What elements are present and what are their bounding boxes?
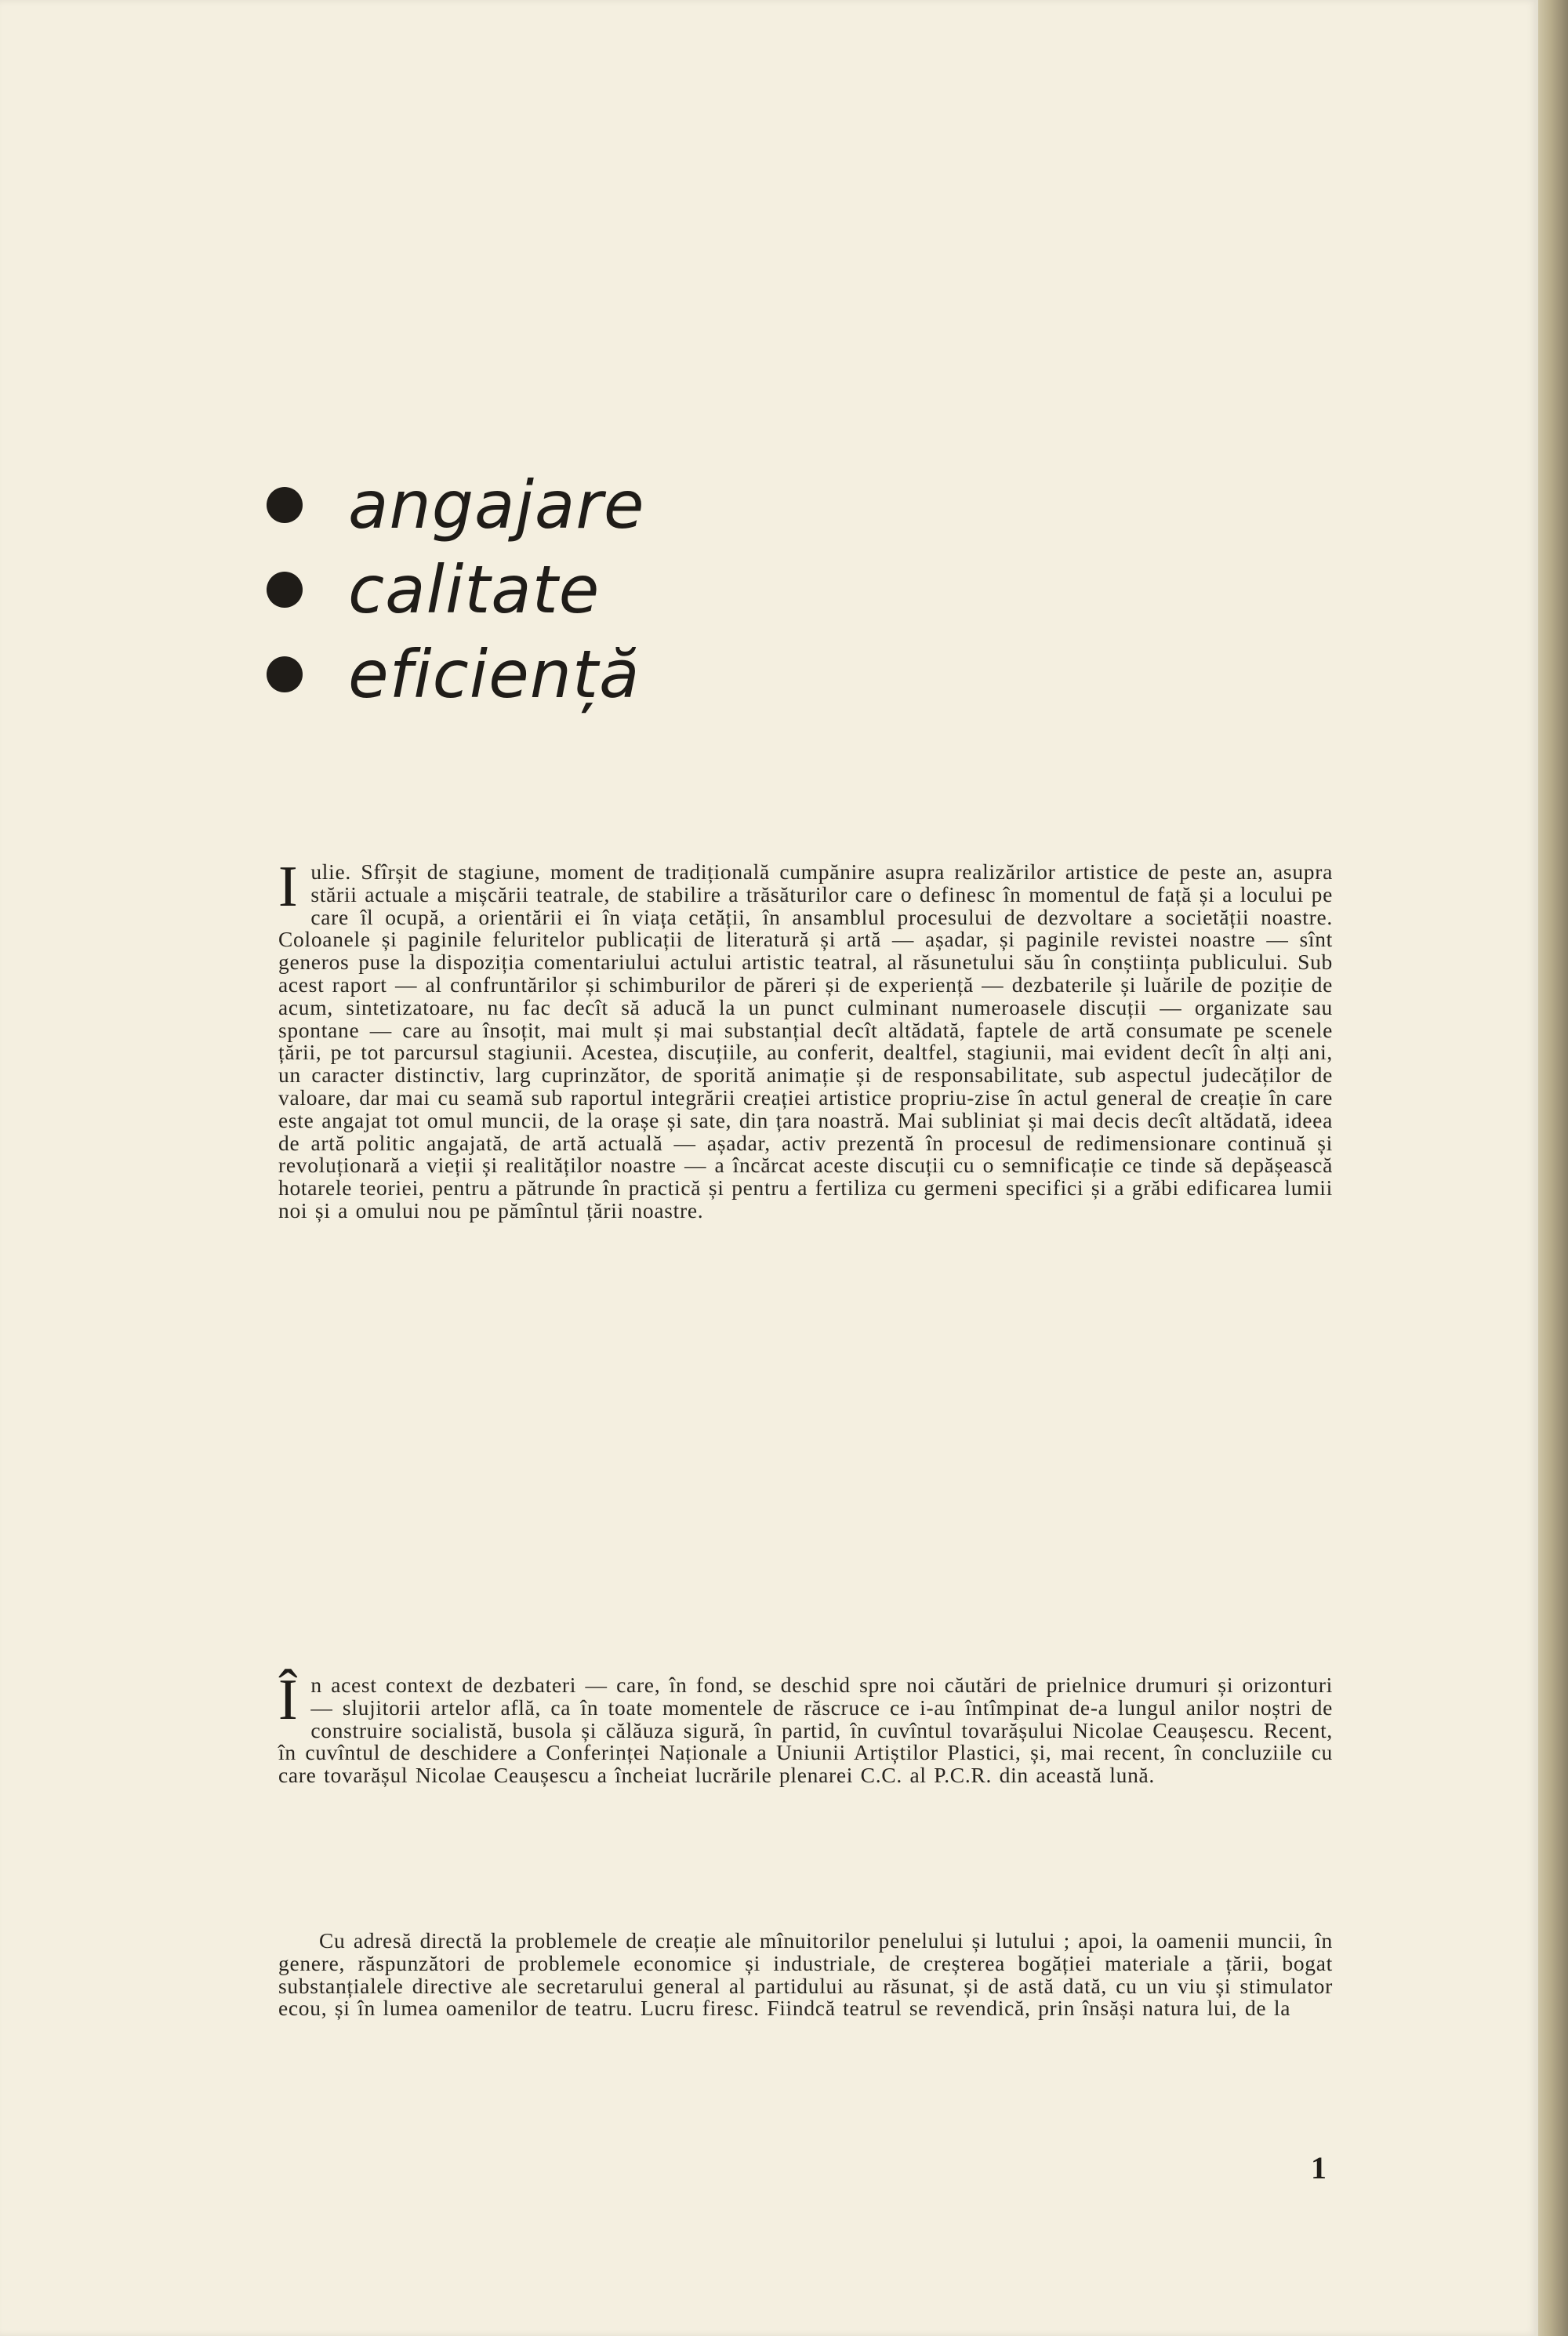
bullet-icon <box>267 656 303 692</box>
bullet-icon <box>267 572 303 608</box>
paragraph-text: n acest context de dezbateri — care, în fond, se deschid spre noi căutări de prielnice drumuri și orizonturi — slujitorii artelor află, ca în toate momentele de răscruce ce i-au întîmpinat de-a lungul anilor noștri de construire socialistă, busola și călăuza sigură, în partid, în cuvîntul tovarășului Nicolae Ceaușescu. Recent, în cuvîntul de deschidere a Conferinței Naționale a Uniunii Artiștilor Plastici, și, mai recent, în concluziile cu care tovarășul Nicolae Ceaușescu a încheiat lucrările plenarei C.C. al P.C.R. din această lună. <box>278 1673 1333 1788</box>
headline-word: calitate <box>348 551 601 628</box>
headline-line-eficienta <box>267 632 972 717</box>
headline-line-angajare <box>267 463 972 547</box>
headline-line-calitate <box>267 547 972 632</box>
article-paragraph-2 <box>278 1668 1333 1788</box>
article-paragraph-3 <box>278 1930 1333 2020</box>
drop-cap: Î <box>278 1668 299 1732</box>
page-edge-binding <box>1538 0 1568 2336</box>
drop-cap: I <box>278 855 299 919</box>
bullet-icon <box>267 487 303 523</box>
headline <box>267 463 972 717</box>
page-number: 1 <box>1311 2150 1327 2185</box>
paragraph <box>278 1668 1333 1788</box>
headline-word: eficiență <box>348 636 641 713</box>
paragraph-text: ulie. Sfîrșit de stagiune, moment de tradițională cumpănire asupra realizărilor artistice de peste an, asupra stării actuale a mișcării teatrale, de stabilire a trăsăturilor care o definesc în momentul de față și a locului pe care îl ocupă, a orientării ei în viața cetății, în ansamblul procesului de dezvoltare a societății noastre. Coloanele și paginile feluritelor publicații de literatură și artă — așadar, și paginile revistei noastre — sînt generos puse la dispoziția comentariului actului artistic teatral, al răsunetului său în conștiința publicului. Sub acest raport — al confruntărilor și schimburilor de păreri și de experiență — dezbaterile și luările de poziție de acum, sintetizatoare, nu fac decît să aducă la un punct culminant numeroasele discuții — organizate sau spontane — care au însoțit, mai mult și mai substanțial decît altădată, faptele de artă consumate pe scenele țării, pe tot parcursul stagiunii. Acestea, discuțiile, au conferit, dealtfel, stagiunii, mai evident decît în alți ani, un caracter distinctiv, larg cuprinzător, de sporită animație și de responsabilitate, sub aspectul judecăților de valoare, dar mai cu seamă sub raportul integrării creației artistice propriu-zise în actul general de creație în care este angajat tot omul muncii, de la orașe și sate, din țara noastră. Mai subliniat și mai decis decît altădată, ideea de artă politic angajată, de artă actuală — așadar, activ prezentă în procesul de redimensionare continuă și revoluționară a vieții și realităților noastre — a încărcat aceste discuții cu o semnificație ce tinde să depășească hotarele teoriei, pentru a pătrunde în practică și pentru a fertiliza cu germeni specifici și a grăbi edificarea lumii noi și a omului nou pe pămîntul țării noastre. <box>278 859 1333 1222</box>
paragraph-text: Cu adresă directă la problemele de creație ale mînuitorilor penelului și lutului ; apoi, la oamenii muncii, în genere, răspunzători de problemele economice și industriale, de creșterea bogăției materiale a țării, bogat substanțialele directive ale secretarului general al partidului au răsunat, și de astă dată, cu un viu și stimulator ecou, și în lumea oamenilor de teatru. Lucru firesc. Fiindcă teatrul se revendică, prin însăși natura lui, de la <box>278 1928 1333 2021</box>
headline-word: angajare <box>348 467 645 543</box>
paragraph <box>278 855 1333 1222</box>
article-paragraph-1 <box>278 855 1333 1222</box>
